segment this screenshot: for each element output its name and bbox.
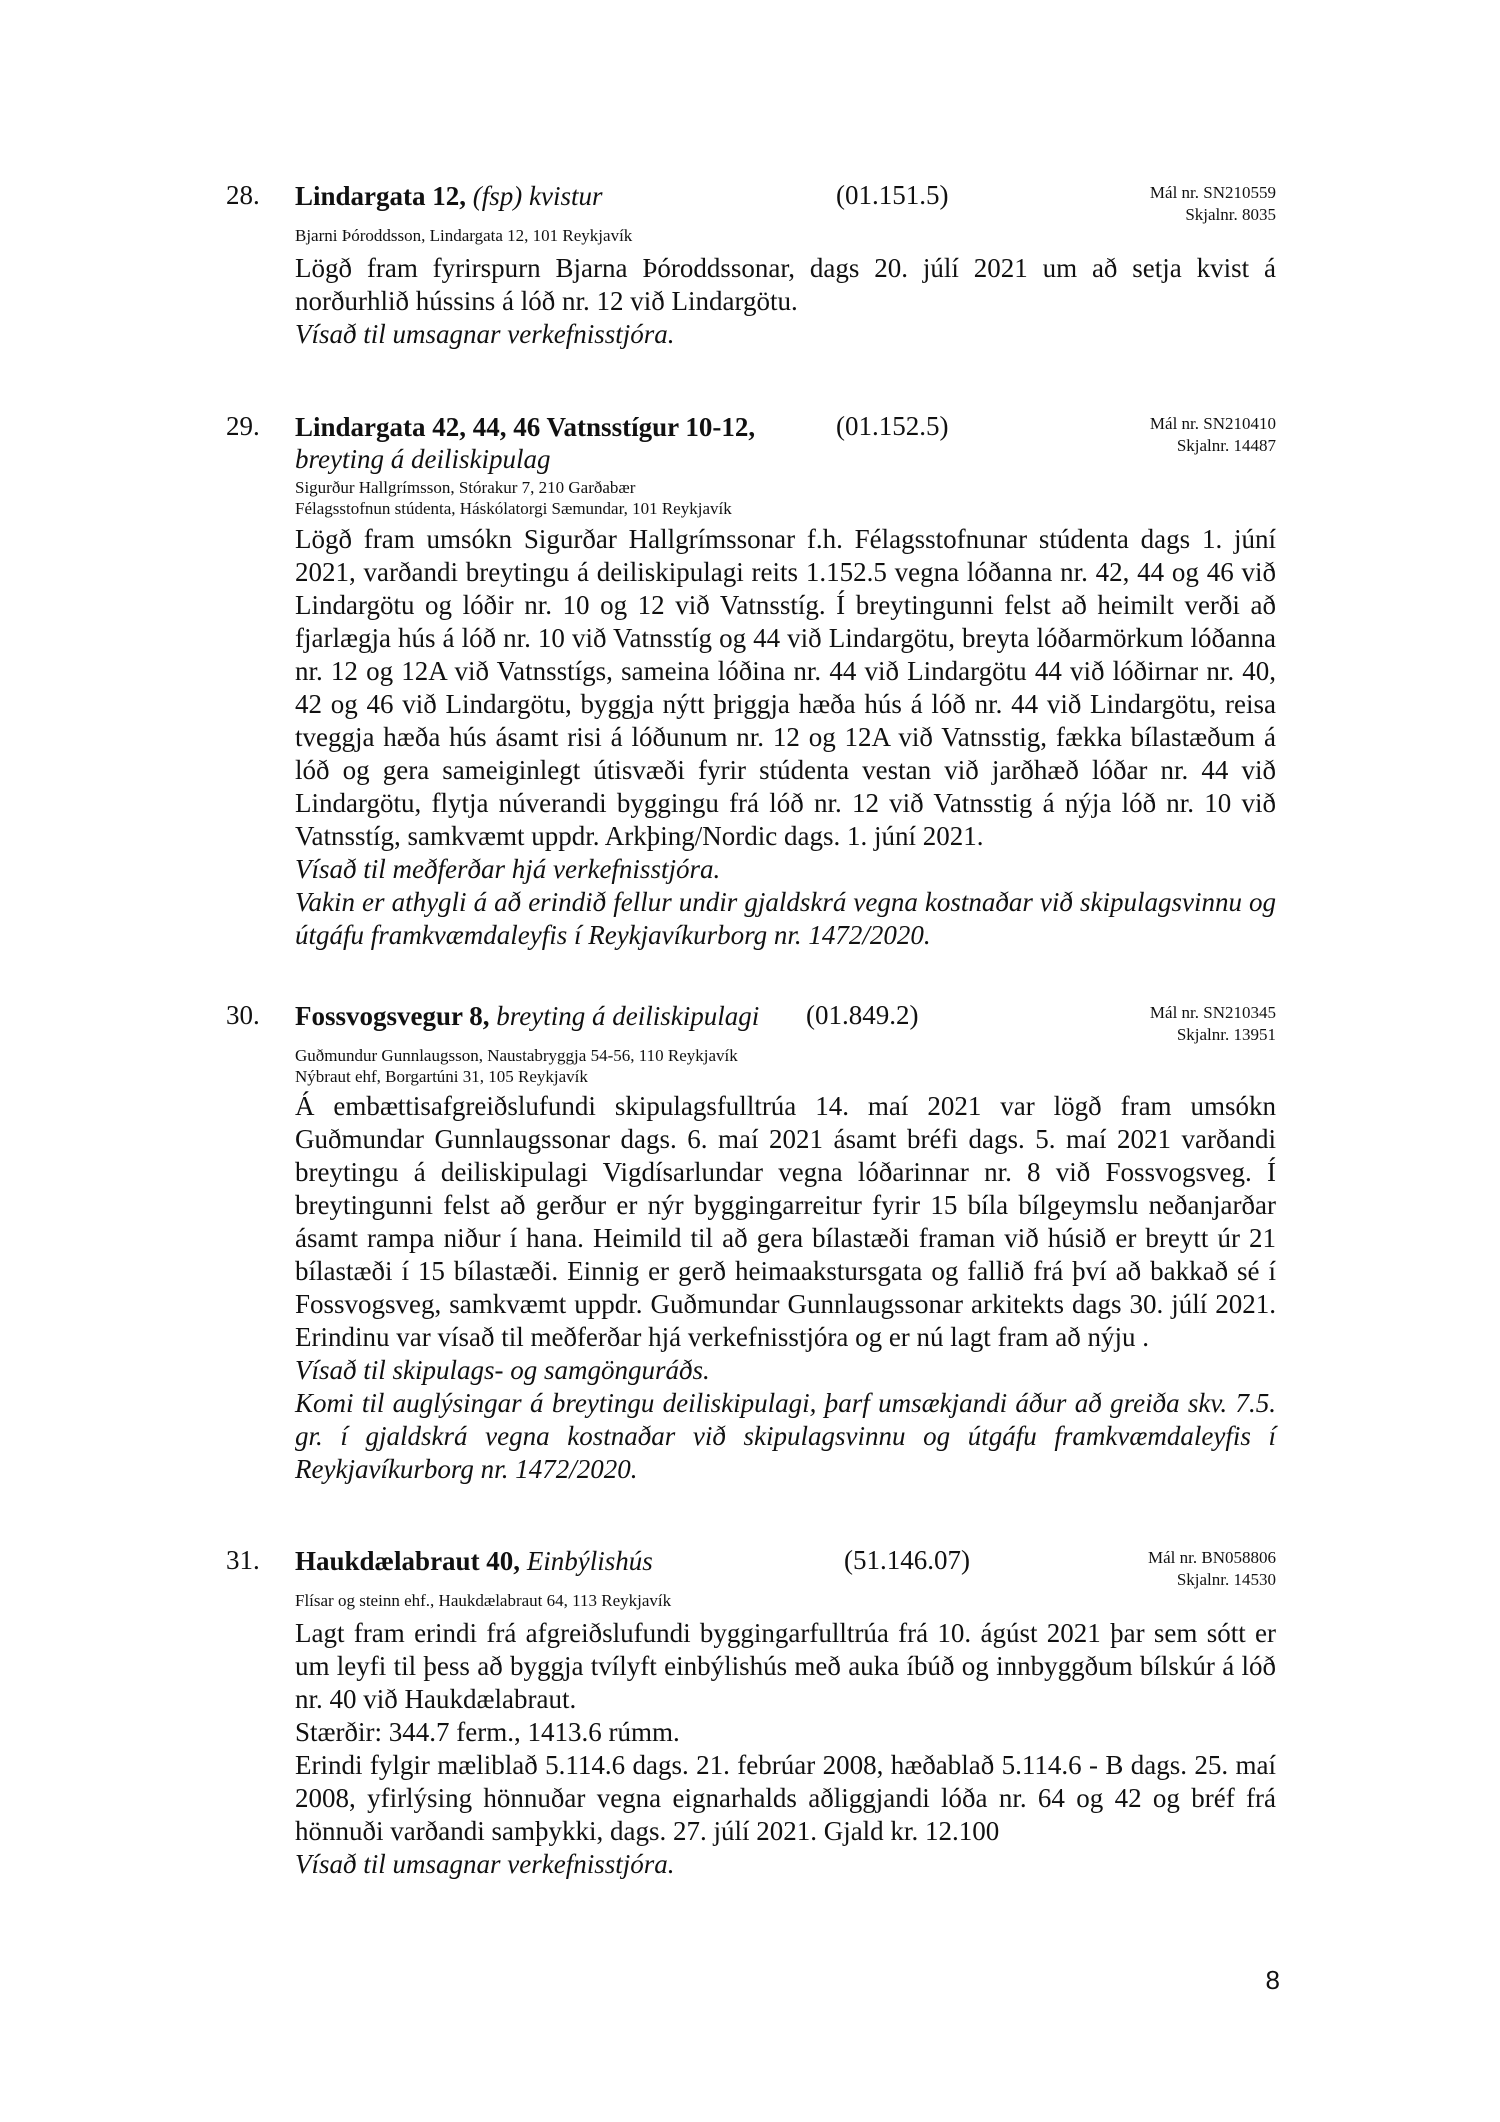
case-number: Mál nr. SN210345 [1149, 1003, 1276, 1022]
item-text: Lagt fram erindi frá afgreiðslufundi byggingarfulltrúa frá 10. ágúst 2021 þar sem sótt er um leyfi til þess að byggja tvílyft einbýlishús með auka íbúð og innbyggðum bílskúr á lóð nr. 40 við Haukdælabraut. [295, 1618, 1276, 1714]
item-text: Á embættisafgreiðslufundi skipulagsfulltrúa 14. maí 2021 var lögð fram umsókn Guðmundar Gunnlaugssonar dags. 6. maí 2021 ásamt bréfi dags. 5. maí 2021 varðandi breytingu á deiliskipulagi Vigdísarlundar vegna lóðarinnar nr. 8 við Fossvogsveg. Í breytingunni felst að gerður er nýr byggingarreitur fyrir 15 bíla bílgeymslu neðanjarðar ásamt rampa niður í hana. Heimild til að gera bílastæði framan við húsið er breytt úr 21 bílastæði í 15 bílastæði. Einnig er gerð heimaakstursgata og fallið frá því að bakkað sé í Fossvogsveg, samkvæmt uppdr. Guðmundar Gunnlaugssonar arkitekts dags 30. júlí 2021. Erindinu var vísað til meðferðar hjá verkefnisstjóra og er nú lagt fram að nýju . [295, 1091, 1276, 1352]
item-decision: Vísað til skipulags- og samgönguráðs. [295, 1355, 710, 1385]
item-title-rest: Einbýlishús [526, 1546, 653, 1576]
document-number: Skjalnr. 8035 [1185, 205, 1276, 224]
item-number: 28. [226, 180, 260, 210]
applicant: Nýbraut ehf, Borgartúni 31, 105 Reykjavík [295, 1067, 588, 1086]
item-attachments: Erindi fylgir mæliblað 5.114.6 dags. 21. febrúar 2008, hæðablað 5.114.6 - B dags. 25. maí 2008, yfirlýsing hönnuðar vegna eignarhalds aðliggjandi lóða nr. 64 og 42 og bréf frá hönnuði varðandi samþykki, dags. 27. júlí 2021. Gjald kr. 12.100 [295, 1750, 1276, 1846]
item-code: (51.146.07) [844, 1545, 970, 1575]
applicant: Bjarni Þóroddsson, Lindargata 12, 101 Reykjavík [295, 226, 633, 245]
item-body [295, 523, 1276, 952]
item-title [295, 411, 755, 475]
item-reference [1150, 413, 1276, 457]
document-number: Skjalnr. 14487 [1176, 436, 1276, 455]
page-number: 8 [1265, 1965, 1280, 1995]
item-code: (01.849.2) [806, 1000, 919, 1030]
item-code: (01.151.5) [836, 180, 949, 210]
item-reference [1150, 182, 1276, 226]
item-decision: Vísað til meðferðar hjá verkefnisstjóra. [295, 854, 721, 884]
item-title [295, 1000, 759, 1032]
item-title-rest: breyting á deiliskipulagi [496, 1001, 760, 1031]
document-number: Skjalnr. 13951 [1176, 1025, 1276, 1044]
item-reference [1148, 1547, 1276, 1591]
item-decision: Vísað til umsagnar verkefnisstjóra. [295, 1849, 675, 1879]
item-sizes: Stærðir: 344.7 ferm., 1413.6 rúmm. [295, 1717, 680, 1747]
case-number: Mál nr. SN210410 [1149, 414, 1276, 433]
item-title [295, 1545, 653, 1577]
item-number: 29. [226, 411, 260, 441]
applicant: Flísar og steinn ehf., Haukdælabraut 64, 113 Reykjavík [295, 1591, 672, 1610]
applicant: Félagsstofnun stúdenta, Háskólatorgi Sæmundar, 101 Reykjavík [295, 499, 732, 518]
item-decision: Vísað til umsagnar verkefnisstjóra. [295, 319, 675, 349]
item-number: 30. [226, 1000, 260, 1030]
item-number: 31. [226, 1545, 260, 1575]
item-body [295, 1090, 1276, 1486]
item-title-bold: Haukdælabraut 40, [295, 1546, 521, 1576]
item-title-bold: Fossvogsvegur 8, [295, 1001, 490, 1031]
item-decision: Komi til auglýsingar á breytingu deiliskipulagi, þarf umsækjandi áður að greiða skv. 7.5. gr. í gjaldskrá vegna kostnaðar við skipulagsvinnu og útgáfu framkvæmdaleyfis í Reykjavíkurborg nr. 1472/2020. [295, 1388, 1276, 1484]
item-title-bold: Lindargata 12, [295, 181, 467, 211]
item-body [295, 252, 1276, 351]
item-decision: Vakin er athygli á að erindið fellur undir gjaldskrá vegna kostnaðar við skipulagsvinnu og útgáfu framkvæmdaleyfis í Reykjavíkurborg nr. 1472/2020. [295, 887, 1276, 950]
item-text: Lögð fram umsókn Sigurðar Hallgrímssonar f.h. Félagsstofnunar stúdenta dags 1. júní 2021, varðandi breytingu á deiliskipulagi reits 1.152.5 vegna lóðanna nr. 42, 44 og 46 við Lindargötu og lóðir nr. 10 og 12 við Vatnsstíg. Í breytingunni felst að heimilt verði að fjarlægja hús á lóð nr. 10 við Vatnsstíg og 44 við Lindargötu, breyta lóðarmörkum lóðanna nr. 12 og 12A við Vatnsstígs, sameina lóðina nr. 44 við Lindargötu 44 við lóðirnar nr. 40, 42 og 46 við Lindargötu, byggja nýtt þriggja hæða hús á lóð nr. 44 við Lindargötu, reisa tveggja hæða hús ásamt risi á lóðunum nr. 12 og 12A við Vatnsstig, fækka bílastæðum á lóð og gera sameiginlegt útisvæði fyrir stúdenta vestan við jarðhæð lóðar nr. 44 við Lindargötu, flytja núverandi byggingu frá lóð nr. 12 við Vatnsstig á nýja lóð nr. 10 við Vatnsstíg, samkvæmt uppdr. Arkþing/Nordic dags. 1. júní 2021. [295, 524, 1276, 851]
applicant: Guðmundur Gunnlaugsson, Naustabryggja 54-56, 110 Reykjavík [295, 1046, 738, 1065]
item-body [295, 1617, 1276, 1881]
item-title [295, 180, 603, 212]
item-code: (01.152.5) [836, 411, 949, 441]
item-reference [1150, 1002, 1276, 1046]
item-title-second: breyting á deiliskipulag [295, 444, 551, 474]
item-title-rest: (fsp) kvistur [472, 181, 603, 211]
case-number: Mál nr. BN058806 [1148, 1548, 1276, 1567]
applicant: Sigurður Hallgrímsson, Stórakur 7, 210 Garðabær [295, 478, 636, 497]
case-number: Mál nr. SN210559 [1149, 183, 1276, 202]
item-text: Lögð fram fyrirspurn Bjarna Þóroddssonar, dags 20. júlí 2021 um að setja kvist á norðurhlið hússins á lóð nr. 12 við Lindargötu. [295, 253, 1276, 316]
item-title-bold: Lindargata 42, 44, 46 Vatnsstígur 10-12, [295, 412, 756, 442]
document-number: Skjalnr. 14530 [1176, 1570, 1276, 1589]
